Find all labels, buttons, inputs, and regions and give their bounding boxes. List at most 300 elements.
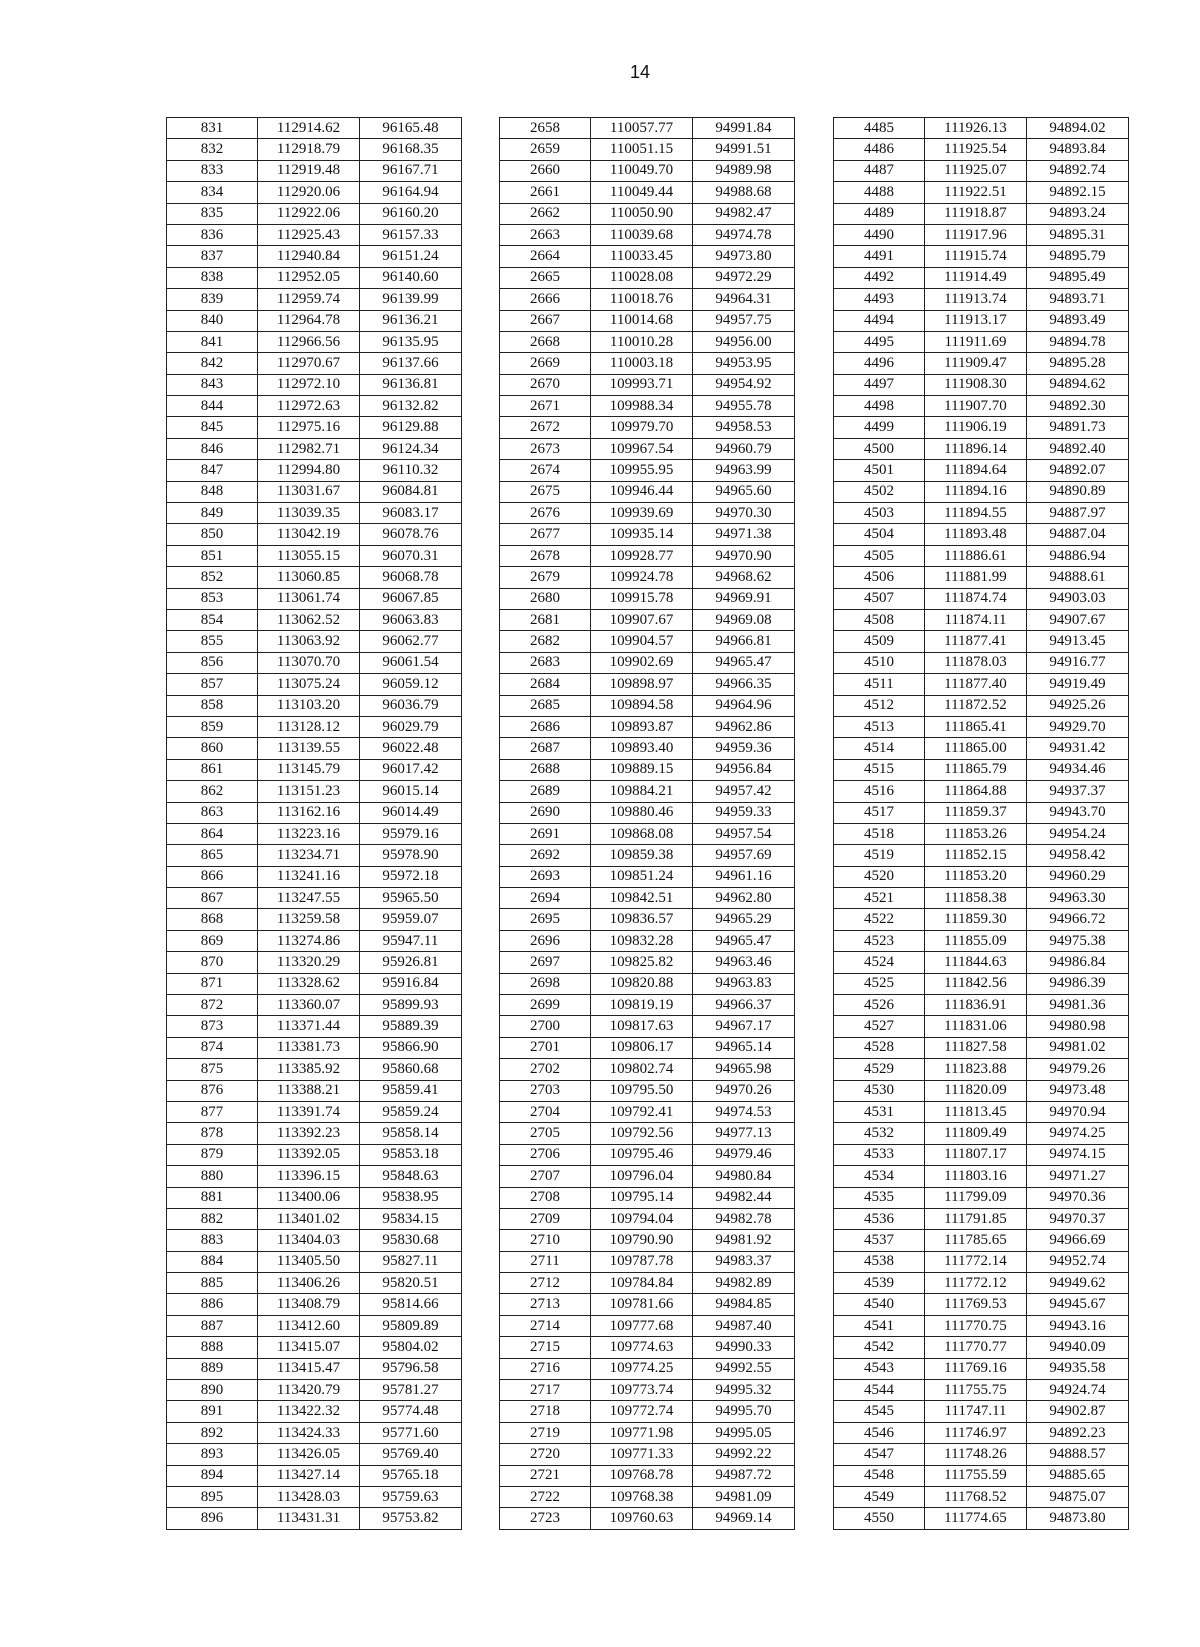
table-row — [834, 417, 1129, 438]
y-coordinate-cell: 95858.14 — [360, 1123, 462, 1144]
x-coordinate-cell: 109979.70 — [591, 417, 693, 438]
table-row — [500, 1208, 795, 1229]
y-coordinate-cell: 95947.11 — [360, 930, 462, 951]
x-coordinate-cell: 113128.12 — [258, 716, 360, 737]
table-row — [500, 481, 795, 502]
point-number-cell: 2714 — [500, 1315, 591, 1336]
point-number-cell: 4530 — [834, 1080, 925, 1101]
y-coordinate-cell: 96160.20 — [360, 203, 462, 224]
table-row — [167, 1273, 462, 1294]
y-coordinate-cell: 96067.85 — [360, 588, 462, 609]
y-coordinate-cell: 94935.58 — [1027, 1358, 1129, 1379]
x-coordinate-cell: 110051.15 — [591, 139, 693, 160]
y-coordinate-cell: 95853.18 — [360, 1144, 462, 1165]
point-number-cell: 2674 — [500, 460, 591, 481]
point-number-cell: 4545 — [834, 1401, 925, 1422]
x-coordinate-cell: 109993.71 — [591, 374, 693, 395]
point-number-cell: 4535 — [834, 1187, 925, 1208]
table-row — [500, 353, 795, 374]
table-row — [834, 952, 1129, 973]
x-coordinate-cell: 111859.37 — [925, 802, 1027, 823]
x-coordinate-cell: 111894.64 — [925, 460, 1027, 481]
table-row — [834, 1337, 1129, 1358]
table-row — [167, 1059, 462, 1080]
point-number-cell: 861 — [167, 759, 258, 780]
y-coordinate-cell: 95781.27 — [360, 1380, 462, 1401]
point-number-cell: 2685 — [500, 695, 591, 716]
table-row — [500, 396, 795, 417]
point-number-cell: 4533 — [834, 1144, 925, 1165]
y-coordinate-cell: 94960.79 — [693, 438, 795, 459]
x-coordinate-cell: 113431.31 — [258, 1508, 360, 1529]
x-coordinate-cell: 109802.74 — [591, 1059, 693, 1080]
x-coordinate-cell: 111909.47 — [925, 353, 1027, 374]
x-coordinate-cell: 113360.07 — [258, 995, 360, 1016]
x-coordinate-cell: 111859.30 — [925, 909, 1027, 930]
y-coordinate-cell: 94966.72 — [1027, 909, 1129, 930]
y-coordinate-cell: 95899.93 — [360, 995, 462, 1016]
y-coordinate-cell: 94903.03 — [1027, 588, 1129, 609]
point-number-cell: 844 — [167, 396, 258, 417]
y-coordinate-cell: 96168.35 — [360, 139, 462, 160]
y-coordinate-cell: 96015.14 — [360, 781, 462, 802]
table-row — [500, 1315, 795, 1336]
table-row — [167, 203, 462, 224]
table-row — [834, 1059, 1129, 1080]
table-row — [500, 1101, 795, 1122]
y-coordinate-cell: 94892.07 — [1027, 460, 1129, 481]
table-row — [500, 909, 795, 930]
table-row — [167, 1080, 462, 1101]
point-number-cell: 2679 — [500, 567, 591, 588]
x-coordinate-cell: 111878.03 — [925, 652, 1027, 673]
table-row — [500, 524, 795, 545]
x-coordinate-cell: 113031.67 — [258, 481, 360, 502]
table-row — [834, 310, 1129, 331]
x-coordinate-cell: 111836.91 — [925, 995, 1027, 1016]
point-number-cell: 4550 — [834, 1508, 925, 1529]
x-coordinate-cell: 111772.12 — [925, 1273, 1027, 1294]
table-row — [500, 1358, 795, 1379]
x-coordinate-cell: 109988.34 — [591, 396, 693, 417]
table-row — [500, 823, 795, 844]
table-row — [500, 417, 795, 438]
y-coordinate-cell: 94965.60 — [693, 481, 795, 502]
table-row — [834, 139, 1129, 160]
y-coordinate-cell: 94974.53 — [693, 1101, 795, 1122]
y-coordinate-cell: 95827.11 — [360, 1251, 462, 1272]
point-number-cell: 2704 — [500, 1101, 591, 1122]
x-coordinate-cell: 113420.79 — [258, 1380, 360, 1401]
x-coordinate-cell: 109771.33 — [591, 1444, 693, 1465]
point-number-cell: 4531 — [834, 1101, 925, 1122]
y-coordinate-cell: 94970.30 — [693, 503, 795, 524]
x-coordinate-cell: 109787.78 — [591, 1251, 693, 1272]
table-row — [500, 952, 795, 973]
table-row — [167, 182, 462, 203]
y-coordinate-cell: 94954.92 — [693, 374, 795, 395]
table-row — [834, 909, 1129, 930]
x-coordinate-cell: 112982.71 — [258, 438, 360, 459]
point-number-cell: 2709 — [500, 1208, 591, 1229]
y-coordinate-cell: 94952.74 — [1027, 1251, 1129, 1272]
y-coordinate-cell: 96062.77 — [360, 631, 462, 652]
table-row — [500, 1016, 795, 1037]
point-number-cell: 887 — [167, 1315, 258, 1336]
y-coordinate-cell: 94958.53 — [693, 417, 795, 438]
point-number-cell: 2717 — [500, 1380, 591, 1401]
x-coordinate-cell: 112919.48 — [258, 160, 360, 181]
point-number-cell: 4495 — [834, 331, 925, 352]
point-number-cell: 832 — [167, 139, 258, 160]
table-row — [500, 246, 795, 267]
y-coordinate-cell: 94991.51 — [693, 139, 795, 160]
point-number-cell: 4524 — [834, 952, 925, 973]
table-row — [500, 224, 795, 245]
table-row — [834, 545, 1129, 566]
x-coordinate-cell: 111791.85 — [925, 1208, 1027, 1229]
point-number-cell: 855 — [167, 631, 258, 652]
table-row — [167, 1294, 462, 1315]
y-coordinate-cell: 94995.05 — [693, 1422, 795, 1443]
y-coordinate-cell: 94989.98 — [693, 160, 795, 181]
y-coordinate-cell: 95796.58 — [360, 1358, 462, 1379]
point-number-cell: 2712 — [500, 1273, 591, 1294]
table-row — [500, 1059, 795, 1080]
table-row — [834, 845, 1129, 866]
x-coordinate-cell: 113259.58 — [258, 909, 360, 930]
table-row — [500, 1487, 795, 1508]
table-row — [834, 567, 1129, 588]
table-row — [834, 866, 1129, 887]
x-coordinate-cell: 111774.65 — [925, 1508, 1027, 1529]
y-coordinate-cell: 96059.12 — [360, 674, 462, 695]
table-row — [500, 738, 795, 759]
y-coordinate-cell: 94925.26 — [1027, 695, 1129, 716]
point-number-cell: 2669 — [500, 353, 591, 374]
table-row — [500, 1273, 795, 1294]
point-number-cell: 843 — [167, 374, 258, 395]
y-coordinate-cell: 94971.27 — [1027, 1166, 1129, 1187]
point-number-cell: 849 — [167, 503, 258, 524]
point-number-cell: 2721 — [500, 1465, 591, 1486]
x-coordinate-cell: 113328.62 — [258, 973, 360, 994]
table-row — [834, 1273, 1129, 1294]
table-row — [834, 802, 1129, 823]
x-coordinate-cell: 110028.08 — [591, 267, 693, 288]
point-number-cell: 4525 — [834, 973, 925, 994]
table-row — [167, 909, 462, 930]
point-number-cell: 2671 — [500, 396, 591, 417]
x-coordinate-cell: 109935.14 — [591, 524, 693, 545]
y-coordinate-cell: 94894.02 — [1027, 118, 1129, 139]
point-number-cell: 870 — [167, 952, 258, 973]
point-number-cell: 4521 — [834, 888, 925, 909]
x-coordinate-cell: 111874.11 — [925, 609, 1027, 630]
y-coordinate-cell: 96124.34 — [360, 438, 462, 459]
x-coordinate-cell: 111807.17 — [925, 1144, 1027, 1165]
y-coordinate-cell: 94892.30 — [1027, 396, 1129, 417]
point-number-cell: 2677 — [500, 524, 591, 545]
point-number-cell: 4501 — [834, 460, 925, 481]
point-number-cell: 864 — [167, 823, 258, 844]
x-coordinate-cell: 111858.38 — [925, 888, 1027, 909]
x-coordinate-cell: 111844.63 — [925, 952, 1027, 973]
table-row — [500, 1465, 795, 1486]
table-row — [167, 438, 462, 459]
y-coordinate-cell: 94962.80 — [693, 888, 795, 909]
x-coordinate-cell: 111799.09 — [925, 1187, 1027, 1208]
table-row — [500, 1444, 795, 1465]
point-number-cell: 4488 — [834, 182, 925, 203]
table-row — [167, 888, 462, 909]
point-number-cell: 4515 — [834, 759, 925, 780]
x-coordinate-cell: 111748.26 — [925, 1444, 1027, 1465]
table-row — [167, 224, 462, 245]
table-row — [500, 866, 795, 887]
point-number-cell: 2706 — [500, 1144, 591, 1165]
y-coordinate-cell: 96083.17 — [360, 503, 462, 524]
y-coordinate-cell: 94965.14 — [693, 1037, 795, 1058]
point-number-cell: 4548 — [834, 1465, 925, 1486]
table-row — [167, 1251, 462, 1272]
table-row — [167, 1144, 462, 1165]
x-coordinate-cell: 113427.14 — [258, 1465, 360, 1486]
x-coordinate-cell: 111772.14 — [925, 1251, 1027, 1272]
table-row — [834, 1144, 1129, 1165]
point-number-cell: 4506 — [834, 567, 925, 588]
x-coordinate-cell: 109795.46 — [591, 1144, 693, 1165]
point-number-cell: 2681 — [500, 609, 591, 630]
x-coordinate-cell: 113428.03 — [258, 1487, 360, 1508]
point-number-cell: 2663 — [500, 224, 591, 245]
table-row — [500, 1294, 795, 1315]
x-coordinate-cell: 109967.54 — [591, 438, 693, 459]
y-coordinate-cell: 94875.07 — [1027, 1487, 1129, 1508]
y-coordinate-cell: 94982.78 — [693, 1208, 795, 1229]
point-number-cell: 4538 — [834, 1251, 925, 1272]
point-number-cell: 4546 — [834, 1422, 925, 1443]
table-row — [167, 246, 462, 267]
x-coordinate-cell: 111820.09 — [925, 1080, 1027, 1101]
point-number-cell: 2678 — [500, 545, 591, 566]
table-row — [167, 995, 462, 1016]
x-coordinate-cell: 111809.49 — [925, 1123, 1027, 1144]
x-coordinate-cell: 112918.79 — [258, 139, 360, 160]
y-coordinate-cell: 94977.13 — [693, 1123, 795, 1144]
y-coordinate-cell: 94964.96 — [693, 695, 795, 716]
table-row — [167, 930, 462, 951]
point-number-cell: 4485 — [834, 118, 925, 139]
x-coordinate-cell: 112959.74 — [258, 289, 360, 310]
y-coordinate-cell: 96070.31 — [360, 545, 462, 566]
y-coordinate-cell: 94963.99 — [693, 460, 795, 481]
x-coordinate-cell: 109817.63 — [591, 1016, 693, 1037]
point-number-cell: 847 — [167, 460, 258, 481]
point-number-cell: 4542 — [834, 1337, 925, 1358]
y-coordinate-cell: 96129.88 — [360, 417, 462, 438]
table-row — [500, 695, 795, 716]
point-number-cell: 4509 — [834, 631, 925, 652]
table-row — [167, 845, 462, 866]
y-coordinate-cell: 94886.94 — [1027, 545, 1129, 566]
point-number-cell: 888 — [167, 1337, 258, 1358]
x-coordinate-cell: 112940.84 — [258, 246, 360, 267]
point-number-cell: 4516 — [834, 781, 925, 802]
table-row — [500, 267, 795, 288]
point-number-cell: 4534 — [834, 1166, 925, 1187]
x-coordinate-cell: 113070.70 — [258, 652, 360, 673]
table-row — [167, 1208, 462, 1229]
table-row — [834, 1465, 1129, 1486]
point-number-cell: 2662 — [500, 203, 591, 224]
table-row — [167, 1230, 462, 1251]
point-number-cell: 4528 — [834, 1037, 925, 1058]
table-row — [167, 1401, 462, 1422]
y-coordinate-cell: 95830.68 — [360, 1230, 462, 1251]
point-number-cell: 2692 — [500, 845, 591, 866]
table-row — [834, 588, 1129, 609]
x-coordinate-cell: 111827.58 — [925, 1037, 1027, 1058]
x-coordinate-cell: 112964.78 — [258, 310, 360, 331]
x-coordinate-cell: 113415.47 — [258, 1358, 360, 1379]
x-coordinate-cell: 111864.88 — [925, 781, 1027, 802]
x-coordinate-cell: 109781.66 — [591, 1294, 693, 1315]
x-coordinate-cell: 109794.04 — [591, 1208, 693, 1229]
point-number-cell: 890 — [167, 1380, 258, 1401]
y-coordinate-cell: 94885.65 — [1027, 1465, 1129, 1486]
x-coordinate-cell: 109894.58 — [591, 695, 693, 716]
y-coordinate-cell: 94957.54 — [693, 823, 795, 844]
x-coordinate-cell: 111914.49 — [925, 267, 1027, 288]
x-coordinate-cell: 109842.51 — [591, 888, 693, 909]
x-coordinate-cell: 109819.19 — [591, 995, 693, 1016]
y-coordinate-cell: 95765.18 — [360, 1465, 462, 1486]
table-row — [834, 203, 1129, 224]
y-coordinate-cell: 96110.32 — [360, 460, 462, 481]
y-coordinate-cell: 94969.08 — [693, 609, 795, 630]
table-row — [167, 267, 462, 288]
y-coordinate-cell: 94954.24 — [1027, 823, 1129, 844]
point-number-cell: 881 — [167, 1187, 258, 1208]
x-coordinate-cell: 112972.63 — [258, 396, 360, 417]
table-row — [500, 845, 795, 866]
point-number-cell: 4499 — [834, 417, 925, 438]
point-number-cell: 2686 — [500, 716, 591, 737]
x-coordinate-cell: 109832.28 — [591, 930, 693, 951]
y-coordinate-cell: 95804.02 — [360, 1337, 462, 1358]
y-coordinate-cell: 94888.57 — [1027, 1444, 1129, 1465]
point-number-cell: 2682 — [500, 631, 591, 652]
table-row — [834, 674, 1129, 695]
point-number-cell: 2689 — [500, 781, 591, 802]
y-coordinate-cell: 94892.74 — [1027, 160, 1129, 181]
point-number-cell: 4493 — [834, 289, 925, 310]
x-coordinate-cell: 111925.07 — [925, 160, 1027, 181]
table-row — [834, 1123, 1129, 1144]
y-coordinate-cell: 94940.09 — [1027, 1337, 1129, 1358]
x-coordinate-cell: 113426.05 — [258, 1444, 360, 1465]
table-row — [167, 1487, 462, 1508]
y-coordinate-cell: 94969.91 — [693, 588, 795, 609]
point-number-cell: 880 — [167, 1166, 258, 1187]
x-coordinate-cell: 111913.17 — [925, 310, 1027, 331]
x-coordinate-cell: 111865.41 — [925, 716, 1027, 737]
y-coordinate-cell: 94965.98 — [693, 1059, 795, 1080]
x-coordinate-cell: 109915.78 — [591, 588, 693, 609]
point-number-cell: 4544 — [834, 1380, 925, 1401]
table-row — [167, 674, 462, 695]
x-coordinate-cell: 113060.85 — [258, 567, 360, 588]
x-coordinate-cell: 113408.79 — [258, 1294, 360, 1315]
x-coordinate-cell: 109760.63 — [591, 1508, 693, 1529]
x-coordinate-cell: 111908.30 — [925, 374, 1027, 395]
y-coordinate-cell: 94931.42 — [1027, 738, 1129, 759]
x-coordinate-cell: 111852.15 — [925, 845, 1027, 866]
y-coordinate-cell: 95814.66 — [360, 1294, 462, 1315]
y-coordinate-cell: 95809.89 — [360, 1315, 462, 1336]
y-coordinate-cell: 94973.80 — [693, 246, 795, 267]
y-coordinate-cell: 94990.33 — [693, 1337, 795, 1358]
point-number-cell: 2691 — [500, 823, 591, 844]
x-coordinate-cell: 110057.77 — [591, 118, 693, 139]
y-coordinate-cell: 94981.36 — [1027, 995, 1129, 1016]
page-number: 14 — [629, 62, 651, 82]
x-coordinate-cell: 111803.16 — [925, 1166, 1027, 1187]
point-number-cell: 835 — [167, 203, 258, 224]
table-row — [167, 1358, 462, 1379]
y-coordinate-cell: 94887.97 — [1027, 503, 1129, 524]
x-coordinate-cell: 112975.16 — [258, 417, 360, 438]
table-row — [500, 930, 795, 951]
y-coordinate-cell: 94971.38 — [693, 524, 795, 545]
table-row — [834, 738, 1129, 759]
x-coordinate-cell: 113392.23 — [258, 1123, 360, 1144]
x-coordinate-cell: 109806.17 — [591, 1037, 693, 1058]
point-number-cell: 895 — [167, 1487, 258, 1508]
point-number-cell: 4491 — [834, 246, 925, 267]
y-coordinate-cell: 94974.25 — [1027, 1123, 1129, 1144]
y-coordinate-cell: 94970.36 — [1027, 1187, 1129, 1208]
table-row — [500, 716, 795, 737]
y-coordinate-cell: 94895.79 — [1027, 246, 1129, 267]
x-coordinate-cell: 111823.88 — [925, 1059, 1027, 1080]
x-coordinate-cell: 109768.38 — [591, 1487, 693, 1508]
point-number-cell: 2698 — [500, 973, 591, 994]
y-coordinate-cell: 94943.16 — [1027, 1315, 1129, 1336]
point-number-cell: 4529 — [834, 1059, 925, 1080]
x-coordinate-cell: 109784.84 — [591, 1273, 693, 1294]
point-number-cell: 4500 — [834, 438, 925, 459]
x-coordinate-cell: 113371.44 — [258, 1016, 360, 1037]
table-row — [167, 331, 462, 352]
y-coordinate-cell: 94894.78 — [1027, 331, 1129, 352]
point-number-cell: 4523 — [834, 930, 925, 951]
table-row — [834, 1037, 1129, 1058]
y-coordinate-cell: 94907.67 — [1027, 609, 1129, 630]
y-coordinate-cell: 96157.33 — [360, 224, 462, 245]
x-coordinate-cell: 113039.35 — [258, 503, 360, 524]
x-coordinate-cell: 111926.13 — [925, 118, 1027, 139]
x-coordinate-cell: 112914.62 — [258, 118, 360, 139]
table-row — [167, 1465, 462, 1486]
table-row — [167, 460, 462, 481]
y-coordinate-cell: 94895.28 — [1027, 353, 1129, 374]
point-number-cell: 4532 — [834, 1123, 925, 1144]
point-number-cell: 4487 — [834, 160, 925, 181]
table-row — [500, 802, 795, 823]
table-row — [167, 1380, 462, 1401]
